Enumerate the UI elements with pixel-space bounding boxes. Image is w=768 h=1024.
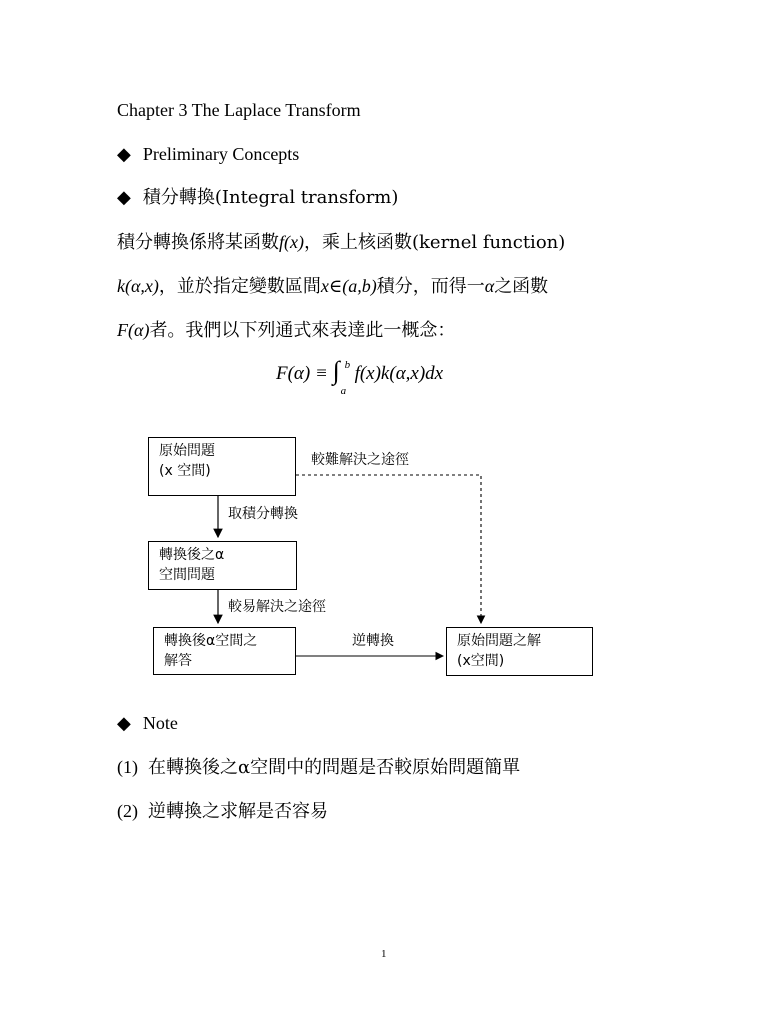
- math-kernel: k(α,x): [117, 276, 159, 296]
- box-line: (x 空間): [159, 463, 211, 479]
- box-original-solution: [446, 627, 593, 676]
- integral-symbol: ∫: [332, 356, 340, 385]
- text: ，乘上核函數(kernel function): [303, 232, 566, 253]
- formula-rhs: f(x)k(α,x)dx: [354, 363, 444, 384]
- box-line: (x空間): [457, 653, 505, 669]
- diamond-icon: ◆: [117, 187, 131, 208]
- box-line: 轉換後α空間之: [164, 633, 258, 649]
- label-hard-path: 較難解決之途徑: [311, 452, 409, 468]
- bullet-text: Note: [142, 713, 178, 733]
- text: ，並於指定變數區間: [158, 276, 321, 297]
- integral-upper-limit: b: [344, 359, 351, 371]
- text: 積分轉換係將某函數: [117, 232, 279, 253]
- box-transformed-problem: [148, 541, 297, 590]
- note-text: 在轉換後之α空間中的問題是否較原始問題簡單: [148, 757, 521, 778]
- math-alpha: α: [484, 276, 495, 296]
- page-title: Chapter 3 The Laplace Transform: [117, 100, 361, 120]
- bullet-note: [117, 712, 178, 735]
- integral-lower-limit: a: [340, 385, 347, 397]
- note-item-1: [117, 756, 520, 779]
- note-text: 逆轉換之求解是否容易: [148, 801, 328, 822]
- note-item-2: [117, 800, 328, 823]
- box-line: 轉換後之α: [159, 547, 225, 563]
- box-line: 解答: [164, 653, 192, 669]
- bullet-text: Preliminary Concepts: [142, 144, 300, 164]
- math-interval: x∈(a,b): [320, 276, 377, 296]
- box-original-problem: [148, 437, 296, 496]
- label-inverse: 逆轉換: [352, 633, 394, 649]
- text: 積分，而得一: [376, 276, 485, 297]
- note-number: (1): [117, 757, 138, 777]
- formula-lhs: F(α) ≡: [276, 363, 333, 384]
- text: 者。我們以下列通式來表達此一概念：: [149, 320, 456, 341]
- math-F-alpha: F(α): [117, 320, 150, 340]
- label-take-transform: 取積分轉換: [228, 506, 298, 522]
- box-transformed-answer: [153, 627, 296, 675]
- diamond-icon: ◆: [117, 713, 131, 734]
- bullet-text: 積分轉換(Integral transform): [142, 187, 399, 208]
- box-line: 原始問題: [159, 443, 215, 459]
- text: 之函數: [494, 276, 549, 297]
- label-easy-path: 較易解決之途徑: [228, 599, 326, 615]
- note-number: (2): [117, 801, 138, 821]
- box-line: 原始問題之解: [457, 633, 541, 649]
- box-line: 空間問題: [159, 567, 215, 583]
- diamond-icon: ◆: [117, 144, 131, 165]
- page-number: 1: [381, 948, 387, 960]
- math-fx: f(x): [279, 232, 304, 252]
